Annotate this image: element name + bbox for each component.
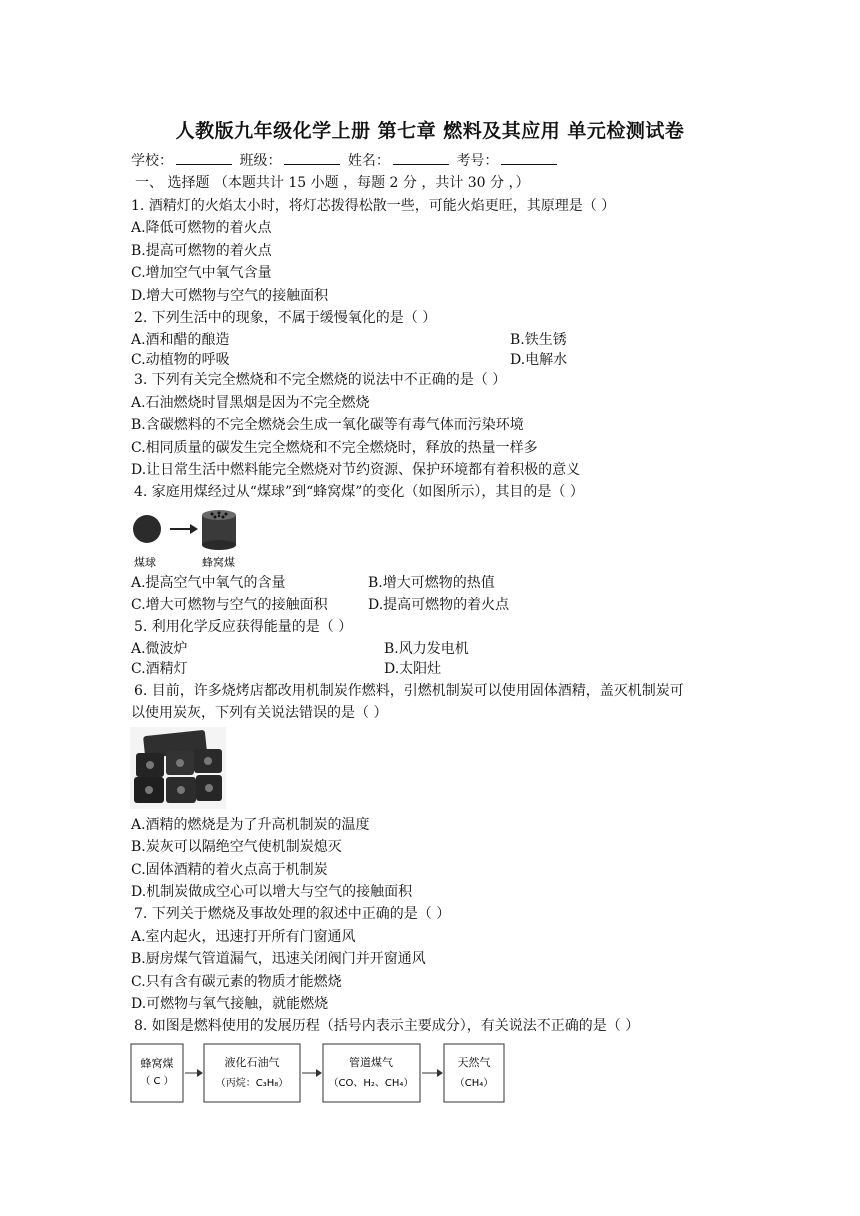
- arrow-icon: [422, 1069, 443, 1077]
- q7-stem: 7. 下列关于燃烧及事故处理的叙述中正确的是（ ）: [134, 906, 451, 922]
- q7-option-d: D.可燃物与氧气接触，就能燃烧: [131, 996, 329, 1012]
- q4-option-a: A.提高空气中氧气的含量: [131, 575, 286, 591]
- class-blank[interactable]: [284, 152, 340, 165]
- class-label: 班级：: [239, 153, 282, 169]
- q2-option-a: A.酒和醋的酿造: [131, 332, 230, 348]
- charcoal-image: [130, 727, 226, 809]
- q2-option-d: D.电解水: [510, 352, 568, 368]
- q5-option-d: D.太阳灶: [384, 661, 442, 677]
- q1-stem: 1. 酒精灯的火焰太小时，将灯芯拨得松散一些，可能火焰更旺，其原理是（ ）: [131, 198, 616, 214]
- q1-option-a: A.降低可燃物的着火点: [131, 220, 272, 236]
- q1-option-c: C.增加空气中氧气含量: [131, 265, 272, 281]
- box1-sub: （ C ）: [140, 1076, 174, 1087]
- q2-stem: 2. 下列生活中的现象，不属于缓慢氧化的是（ ）: [134, 310, 437, 326]
- q4-stem: 4. 家庭用煤经过从“煤球”到“蜂窝煤”的变化（如图所示），其目的是（ ）: [134, 484, 584, 500]
- fuel-box-lpg: [204, 1044, 300, 1102]
- q2-option-c: C.动植物的呼吸: [131, 352, 230, 368]
- student-info-row: [131, 151, 560, 171]
- box2-sub: （丙烷：C₃H₈）: [215, 1078, 289, 1089]
- q1-option-b: B.提高可燃物的着火点: [131, 243, 272, 259]
- q7-option-b: B.厨房煤气管道漏气，迅速关闭阀门并开窗通风: [131, 951, 426, 967]
- coal-ball-image: [133, 515, 161, 543]
- honeycomb-briquette-image: [202, 510, 236, 550]
- arrow-icon: [185, 1069, 203, 1077]
- q6-stem-line-1: 6. 目前，许多烧烤店都改用机制炭作燃料，引燃机制炭可以使用固体酒精，盖灭机制炭可: [134, 683, 684, 699]
- fuel-box-pipeline-gas: [323, 1044, 420, 1102]
- q5-option-a: A.微波炉: [131, 641, 188, 657]
- q3-option-b: B.含碳燃料的不完全燃烧会生成一氧化碳等有毒气体而污染环境: [131, 417, 524, 433]
- exam-no-label: 考号：: [456, 153, 499, 169]
- section-header: 一、 选择题 （本题共计 15 小题 ，每题 2 分 ，共计 30 分 ，）: [135, 175, 530, 191]
- box3-name: 管道煤气: [349, 1056, 393, 1069]
- coal-figure: [128, 505, 246, 571]
- exam-no-blank[interactable]: [501, 152, 557, 165]
- box4-name: 天然气: [457, 1056, 491, 1069]
- q6-option-b: B.炭灰可以隔绝空气使机制炭熄灭: [131, 839, 342, 855]
- page-title: 人教版九年级化学上册 第七章 燃料及其应用 单元检测试卷: [175, 120, 685, 142]
- q3-option-c: C.相同质量的碳发生完全燃烧和不完全燃烧时，释放的热量一样多: [131, 440, 538, 456]
- fuel-box-natural-gas: [444, 1044, 504, 1102]
- q3-stem: 3. 下列有关完全燃烧和不完全燃烧的说法中不正确的是（ ）: [134, 372, 507, 388]
- school-label: 学校：: [131, 153, 173, 169]
- q4-option-b: B.增大可燃物的热值: [368, 575, 495, 591]
- q3-option-a: A.石油燃烧时冒黑烟是因为不完全燃烧: [131, 395, 370, 411]
- q4-option-c: C.增大可燃物与空气的接触面积: [131, 597, 328, 613]
- name-blank[interactable]: [393, 152, 449, 165]
- fig-label-honeycomb: 蜂窝煤: [202, 556, 235, 569]
- q6-stem-line-2: 以使用炭灰，下列有关说法错误的是（ ）: [131, 705, 388, 721]
- arrow-icon: [170, 524, 198, 534]
- q3-option-d: D.让日常生活中燃料能完全燃烧对节约资源、保护环境都有着积极的意义: [131, 462, 581, 478]
- q6-option-a: A.酒精的燃烧是为了升高机制炭的温度: [131, 817, 370, 833]
- box4-sub: （CH₄）: [454, 1078, 494, 1089]
- q1-option-d: D.增大可燃物与空气的接触面积: [131, 288, 329, 304]
- q4-option-d: D.提高可燃物的着火点: [368, 597, 510, 613]
- q8-stem: 8. 如图是燃料使用的发展历程（括号内表示主要成分），有关说法不正确的是（ ）: [134, 1018, 640, 1034]
- school-blank[interactable]: [176, 152, 232, 165]
- arrow-icon: [302, 1069, 322, 1077]
- q7-option-c: C.只有含有碳元素的物质才能燃烧: [131, 974, 342, 990]
- box1-name: 蜂窝煤: [140, 1057, 174, 1070]
- q2-option-b: B.铁生锈: [510, 332, 567, 348]
- q6-option-d: D.机制炭做成空心可以增大与空气的接触面积: [131, 884, 413, 900]
- q7-option-a: A.室内起火，迅速打开所有门窗通风: [131, 929, 356, 945]
- fuel-box-honeycomb: [131, 1044, 183, 1102]
- fig-label-coal-ball: 煤球: [134, 556, 156, 569]
- box2-name: 液化石油气: [224, 1056, 280, 1069]
- fuel-history-diagram: [130, 1040, 510, 1104]
- box3-sub: （CO、H₂、CH₄）: [328, 1078, 414, 1089]
- name-label: 姓名：: [347, 153, 390, 169]
- q6-option-c: C.固体酒精的着火点高于机制炭: [131, 862, 328, 878]
- q5-option-b: B.风力发电机: [384, 641, 469, 657]
- q5-stem: 5. 利用化学反应获得能量的是（ ）: [134, 619, 353, 635]
- q5-option-c: C.酒精灯: [131, 661, 188, 677]
